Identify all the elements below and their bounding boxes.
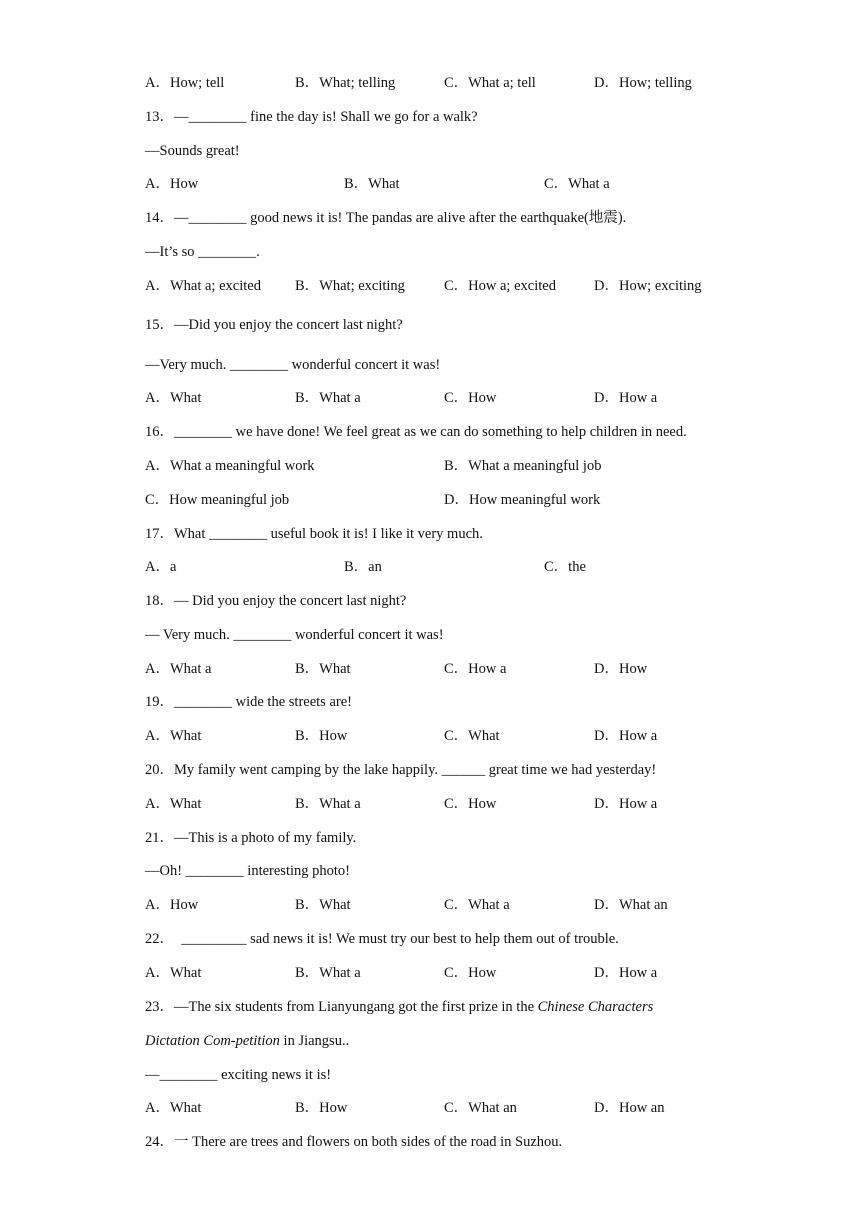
question-line: 19．________ wide the streets are! — [145, 694, 352, 710]
answer-option: B．How — [295, 728, 348, 744]
answer-option: B．an — [344, 559, 382, 575]
answer-option: D．How a — [594, 728, 658, 744]
answer-option: B．What a meaningful job — [444, 458, 602, 474]
answer-option: B．What a — [295, 796, 361, 812]
answer-option: D．How; telling — [594, 75, 692, 91]
answer-option: A．How — [145, 176, 199, 192]
answer-option: C．How a; excited — [444, 278, 556, 294]
answer-option: A．What — [145, 728, 202, 744]
question-line: 13．—________ fine the day is! Shall we go for a walk? — [145, 109, 478, 125]
answer-option: D．How an — [594, 1100, 665, 1116]
text-span: 23．—The six students from Lianyungang got the first prize in the — [145, 999, 538, 1015]
question-line: —Sounds great! — [145, 143, 240, 159]
answer-option: A．What a — [145, 661, 212, 677]
answer-option: C．How — [444, 796, 497, 812]
question-line: 21．—This is a photo of my family. — [145, 830, 357, 846]
question-line: 17．What ________ useful book it is! I like it very much. — [145, 526, 483, 542]
answer-option: C．What a — [444, 897, 510, 913]
answer-option: A．How; tell — [145, 75, 225, 91]
question-line — [145, 1032, 349, 1050]
answer-option: D．How a — [594, 965, 658, 981]
answer-option: C．the — [544, 559, 586, 575]
question-line: — Very much. ________ wonderful concert it was! — [145, 627, 444, 643]
answer-option: C．What — [444, 728, 500, 744]
question-line: 16．________ we have done! We feel great as we can do something to help children in need. — [145, 424, 687, 440]
question-line: —Oh! ________ interesting photo! — [145, 863, 350, 879]
question-line: —It’s so ________. — [145, 244, 260, 260]
question-line — [145, 998, 653, 1016]
question-line: 22． _________ sad news it is! We must try our best to help them out of trouble. — [145, 931, 619, 947]
answer-option: D．How; exciting — [594, 278, 702, 294]
answer-option: D．How a — [594, 390, 658, 406]
answer-option: B．What — [295, 897, 351, 913]
question-line: —________ exciting news it is! — [145, 1067, 332, 1083]
answer-option: C．How — [444, 390, 497, 406]
answer-option: B．What; telling — [295, 75, 396, 91]
answer-option: A．What — [145, 390, 202, 406]
answer-option: C．How — [444, 965, 497, 981]
answer-option: C．What a; tell — [444, 75, 536, 91]
answer-option: B．What — [295, 661, 351, 677]
question-line: 20．My family went camping by the lake happily. ______ great time we had yesterday! — [145, 762, 657, 778]
answer-option: C．What an — [444, 1100, 517, 1116]
answer-option: D．How a — [594, 796, 658, 812]
question-line: 18．— Did you enjoy the concert last night? — [145, 593, 407, 609]
answer-option: D．How meaningful work — [444, 492, 601, 508]
answer-option: C．How a — [444, 661, 507, 677]
answer-option: B．What; exciting — [295, 278, 405, 294]
answer-option: A．What — [145, 796, 202, 812]
answer-option: B．How — [295, 1100, 348, 1116]
answer-option: B．What a — [295, 965, 361, 981]
question-line: 14．—________ good news it is! The pandas are alive after the earthquake(地震). — [145, 210, 627, 226]
italic-text: Dictation Com-petition — [145, 1033, 280, 1049]
answer-option: A．What — [145, 965, 202, 981]
italic-text: Chinese Characters — [537, 999, 654, 1015]
answer-option: A．How — [145, 897, 199, 913]
answer-option: B．What — [344, 176, 400, 192]
answer-option: A．What a; excited — [145, 278, 261, 294]
question-line: 15．—Did you enjoy the concert last night? — [145, 317, 403, 333]
question-line: 24．一 There are trees and flowers on both sides of the road in Suzhou. — [145, 1134, 563, 1150]
question-line: —Very much. ________ wonderful concert it was! — [145, 357, 441, 373]
text-span: in Jiangsu.. — [279, 1033, 350, 1049]
answer-option: D．What an — [594, 897, 668, 913]
answer-option: A．a — [145, 559, 177, 575]
answer-option: A．What a meaningful work — [145, 458, 315, 474]
answer-option: B．What a — [295, 390, 361, 406]
answer-option: C．What a — [544, 176, 610, 192]
answer-option: A．What — [145, 1100, 202, 1116]
answer-option: C．How meaningful job — [145, 492, 290, 508]
answer-option: D．How — [594, 661, 648, 677]
